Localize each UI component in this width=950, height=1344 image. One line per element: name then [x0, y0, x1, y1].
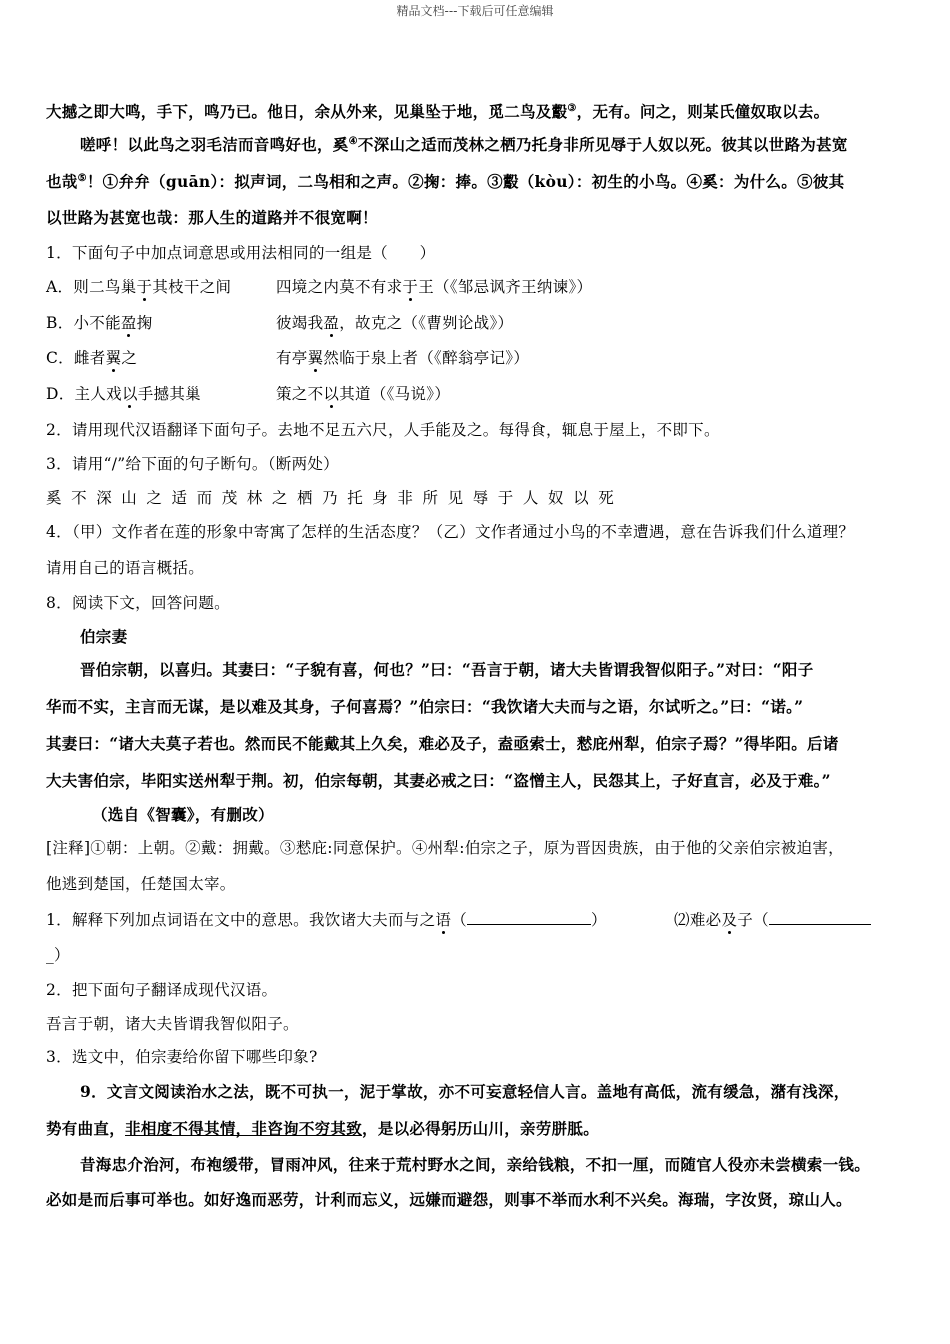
text: A．则二鸟巢	[46, 278, 137, 296]
annotation: [注释]①朝：上朝。②戴：拥戴。③慭庇:同意保护。④州犁:伯宗之子，原为晋因贵族，由于他的父亲伯宗被迫害，	[46, 839, 844, 857]
option-c	[46, 348, 916, 368]
passage-title: 伯宗妻	[80, 627, 128, 646]
footnote-mark: ④	[348, 135, 358, 147]
text: ！①弁弁（guān）：拟声词，二鸟相和之声。②掬：捧。③鷇（kòu）：初生的小鸟。④奚：为什么。⑤彼其	[86, 172, 845, 191]
question-4: 4．（甲）文作者在莲的形象中寄寓了怎样的生活态度？（乙）文作者通过小鸟的不幸遭遇，意在告诉我们什么道理？	[46, 523, 855, 541]
text: 势有曲直，	[46, 1119, 126, 1138]
question-2: 2．请用现代汉语翻译下面句子。去地不足五六尺，人手能及之。每得食，辄息于屋上，不即下。	[46, 421, 720, 439]
s8-question-1	[46, 908, 871, 930]
text: ，故克之（《曹刿论战》）	[339, 314, 514, 332]
passage-line: 以世路为甚宽也哉：那人生的道路并不很宽啊！	[46, 208, 378, 227]
passage-line	[46, 102, 829, 122]
text: ）	[591, 911, 607, 929]
passage-line	[46, 172, 844, 192]
text: ，是以必得躬历山川，亲劳胼胝。	[362, 1119, 600, 1138]
dotted-char: 翼	[105, 349, 122, 367]
option-b	[46, 313, 916, 333]
text: 1．解释下列加点词语在文中的意思。我饮诸大夫而与之	[46, 911, 436, 929]
question-3: 3．请用“/”给下面的句子断句。（断两处）	[46, 455, 339, 473]
section-8-heading: 8．阅读下文，回答问题。	[46, 594, 230, 612]
s8-question-3: 3．选文中，伯宗妻给你留下哪些印象?	[46, 1048, 318, 1066]
passage-line	[80, 135, 848, 155]
text: ⑵难必	[674, 911, 722, 929]
option-a	[46, 277, 916, 297]
text: 其枝干之间	[152, 278, 232, 296]
passage-line: 晋伯宗朝，以喜归。其妻曰：“子貌有喜，何也？”曰：“吾言于朝，诸大夫皆谓我智似阳子。”对曰：“阳子	[80, 660, 814, 679]
dotted-char: 于	[402, 278, 419, 296]
text: D．主人戏	[46, 385, 122, 403]
section-9-line	[46, 1119, 599, 1139]
answer-blank[interactable]	[467, 908, 591, 925]
dotted-char: 盈	[323, 314, 340, 332]
dotted-char: 语	[435, 911, 452, 929]
section-9-line: 昔海忠介治河，布袍缓带，冒雨冲风，往来于荒村野水之间，亲给钱粮，不扣一厘，而随官人役亦未尝横索一钱。	[80, 1155, 871, 1174]
dotted-char: 翼	[307, 349, 324, 367]
text: 王（《邹忌讽齐王纳谏》）	[418, 278, 593, 296]
text: （	[451, 911, 467, 929]
text: 然临于泉上者（《醉翁亭记》）	[323, 349, 530, 367]
dotted-char: 于	[136, 278, 153, 296]
passage-line: 其妻曰：“诸大夫莫子若也。然而民不能戴其上久矣，难必及子，盍亟索士，慭庇州犁，伯宗子焉？”得毕阳。后诸	[46, 734, 839, 753]
underlined-text: 非相度不得其情，非咨询不穷其致	[125, 1119, 363, 1138]
text: 不深山之适而茂林之栖乃托身非所见辱于人奴以死。彼其以世路为甚宽	[357, 135, 848, 154]
text: 子（	[737, 911, 769, 929]
text: 大撼之即大鸣，手下，鸣乃已。他日，余从外来，见巢坠于地，觅二鸟及鷇	[46, 102, 568, 121]
dotted-char: 及	[721, 911, 738, 929]
text: B．小不能	[46, 314, 121, 332]
text: C．雌者	[46, 349, 106, 367]
annotation: 他逃到楚国，任楚国太宰。	[46, 875, 236, 893]
option-c-right	[276, 348, 529, 368]
text: 其道（《马说》）	[339, 385, 451, 403]
s8-question-2-text: 吾言于朝，诸大夫皆谓我智似阳子。	[46, 1015, 299, 1033]
option-a-right	[276, 277, 592, 297]
passage-line: 华而不实，主言而无谋，是以难及其身，子何喜焉？”伯宗曰：“我饮诸大夫而与之语，尔试听之。”曰：“诺。”	[46, 697, 804, 716]
section-9-line: 9．文言文阅读治水之法，既不可执一，泥于掌故，亦不可妄意轻信人言。盖地有高低，流有缓急，潴有浅深，	[80, 1082, 850, 1101]
option-d-right	[276, 384, 450, 404]
text: 手撼其巢	[137, 385, 201, 403]
text: 有亭	[276, 349, 308, 367]
passage-source: （选自《智囊》，有删改）	[92, 805, 274, 824]
s8-question-1-cont: _）	[46, 946, 70, 964]
footnote-mark: ③	[567, 102, 577, 114]
page-header: 精品文档---下载后可任意编辑	[396, 4, 554, 18]
dotted-char: 以	[323, 385, 340, 403]
dotted-char: 以	[121, 385, 138, 403]
option-b-right	[276, 313, 513, 333]
s8-question-2: 2．把下面句子翻译成现代汉语。	[46, 981, 278, 999]
text: 策之不	[276, 385, 324, 403]
question-1: 1．下面句子中加点词意思或用法相同的一组是（ ）	[46, 244, 436, 262]
answer-blank[interactable]	[769, 908, 871, 925]
text: 掬	[136, 314, 153, 332]
text: 四境之内莫不有求	[276, 278, 403, 296]
question-3-text: 奚不深山之适而茂林之栖乃托身非所见辱于人奴以死	[46, 489, 624, 507]
passage-line: 大夫害伯宗，毕阳实送州犁于荆。初，伯宗每朝，其妻必戒之曰：“盗憎主人，民怨其上，子好直言，必及于难。”	[46, 771, 831, 790]
text: 彼竭我	[276, 314, 324, 332]
option-d	[46, 384, 916, 404]
question-4-cont: 请用自己的语言概括。	[46, 559, 205, 577]
dotted-char: 盈	[120, 314, 137, 332]
text: 也哉	[46, 172, 78, 191]
section-9-line: 必如是而后事可举也。如好逸而恶劳，计利而忘义，远嫌而避怨，则事不举而水利不兴矣。海瑞，字汝贤，琼山人。	[46, 1190, 852, 1209]
footnote-mark: ⑤	[77, 172, 87, 184]
text: 嗟呼！以此鸟之羽毛洁而音鸣好也，奚	[80, 135, 349, 154]
text: 之	[121, 349, 138, 367]
text: ，无有。问之，则某氏僮奴取以去。	[576, 102, 830, 121]
